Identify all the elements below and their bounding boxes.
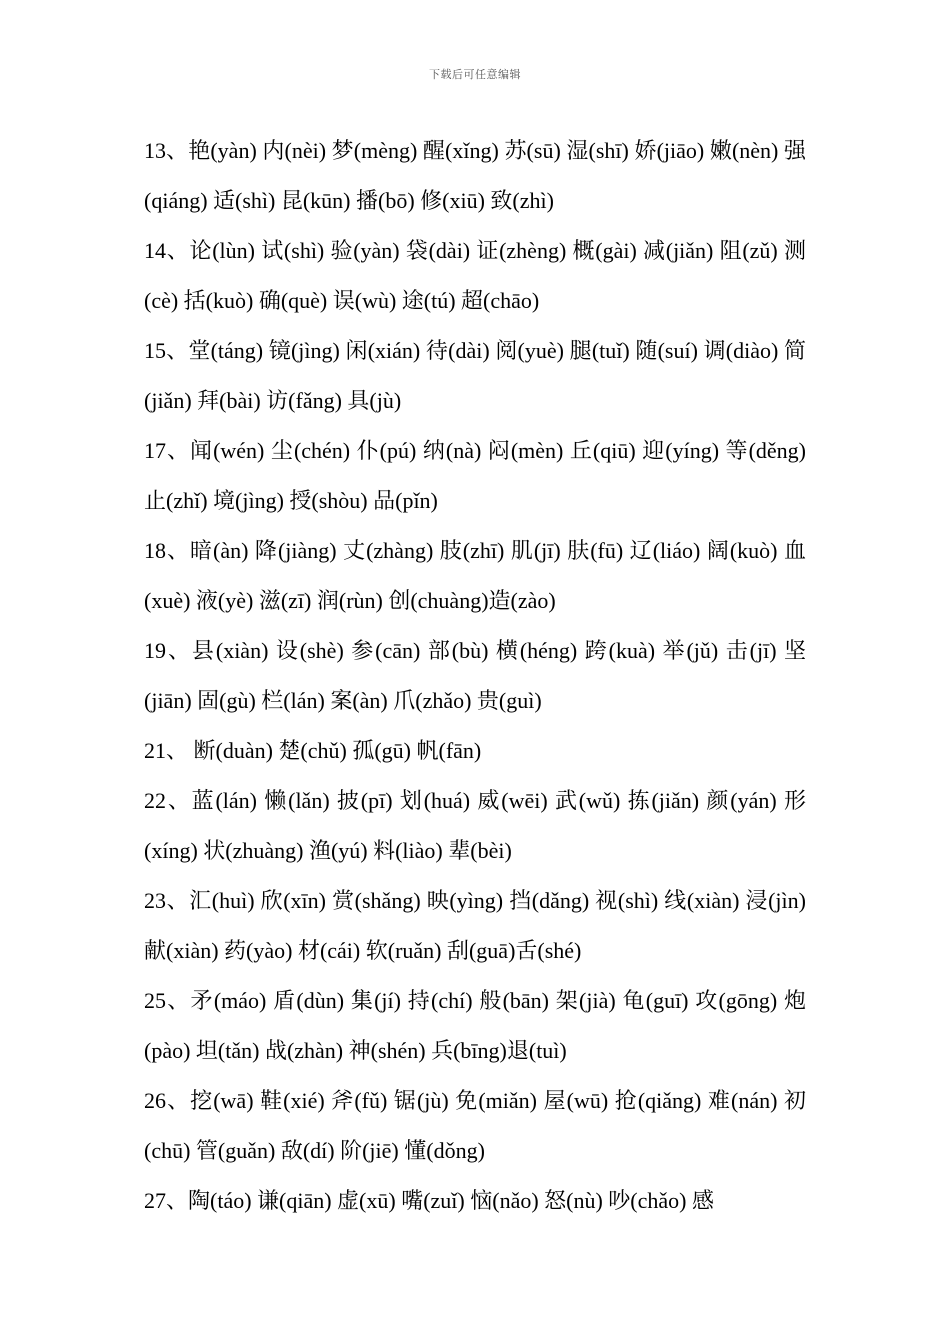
vocab-entry-13: 13、艳(yàn) 内(nèi) 梦(mèng) 醒(xǐng) 苏(sū) 湿(shī) 娇(jiāo) 嫩(nèn) 强(qiáng) 适(shì) 昆(kūn) 播(bō) 修(xiū) 致(zhì) [144, 138, 806, 213]
vocab-entry-26: 26、挖(wā) 鞋(xié) 斧(fǔ) 锯(jù) 免(miǎn) 屋(wū) 抢(qiǎng) 难(nán) 初(chū) 管(guǎn) 敌(dí) 阶(jiē) 懂(dǒng) [144, 1088, 806, 1163]
vocab-entry-14: 14、论(lùn) 试(shì) 验(yàn) 袋(dài) 证(zhèng) 概(gài) 减(jiǎn) 阻(zǔ) 测(cè) 括(kuò) 确(què) 误(wù) 途(tú) 超(chāo) [144, 238, 806, 313]
vocab-entry-18: 18、暗(àn) 降(jiàng) 丈(zhàng) 肢(zhī) 肌(jī) 肤(fū) 辽(liáo) 阔(kuò) 血(xuè) 液(yè) 滋(zī) 润(rùn) 创(chuàng)造(zào) [144, 538, 806, 613]
vocab-entry-21: 21、 断(duàn) 楚(chǔ) 孤(gū) 帆(fān) [144, 738, 482, 763]
document-body [144, 126, 806, 1226]
vocab-entry-22: 22、蓝(lán) 懒(lǎn) 披(pī) 划(huá) 威(wēi) 武(wǔ) 拣(jiǎn) 颜(yán) 形(xíng) 状(zhuàng) 渔(yú) 料(liào) 辈(bèi) [144, 788, 806, 863]
vocab-entry-23: 23、汇(huì) 欣(xīn) 赏(shǎng) 映(yìng) 挡(dǎng) 视(shì) 线(xiàn) 浸(jìn) 献(xiàn) 药(yào) 材(cái) 软(ruǎn) 刮(guā)舌(shé) [144, 888, 806, 963]
vocab-entry-25: 25、矛(máo) 盾(dùn) 集(jí) 持(chí) 般(bān) 架(jià) 龟(guī) 攻(gōng) 炮(pào) 坦(tǎn) 战(zhàn) 神(shén) 兵(bīng)退(tuì) [144, 988, 806, 1063]
vocab-entry-15: 15、堂(táng) 镜(jìng) 闲(xián) 待(dài) 阅(yuè) 腿(tuǐ) 随(suí) 调(diào) 简(jiǎn) 拜(bài) 访(fǎng) 具(jù) [144, 338, 806, 413]
vocab-entry-17: 17、闻(wén) 尘(chén) 仆(pú) 纳(nà) 闷(mèn) 丘(qiū) 迎(yíng) 等(děng) 止(zhǐ) 境(jìng) 授(shòu) 品(pǐn) [144, 438, 806, 513]
page-header: 下载后可任意编辑 [429, 69, 521, 81]
vocab-entry-27: 27、陶(táo) 谦(qiān) 虚(xū) 嘴(zuǐ) 恼(nǎo) 怒(nù) 吵(chǎo) 感 [144, 1188, 714, 1213]
vocab-entry-19: 19、县(xiàn) 设(shè) 参(cān) 部(bù) 横(héng) 跨(kuà) 举(jǔ) 击(jī) 坚(jiān) 固(gù) 栏(lán) 案(àn) 爪(zhǎo) 贵(guì) [144, 638, 806, 713]
